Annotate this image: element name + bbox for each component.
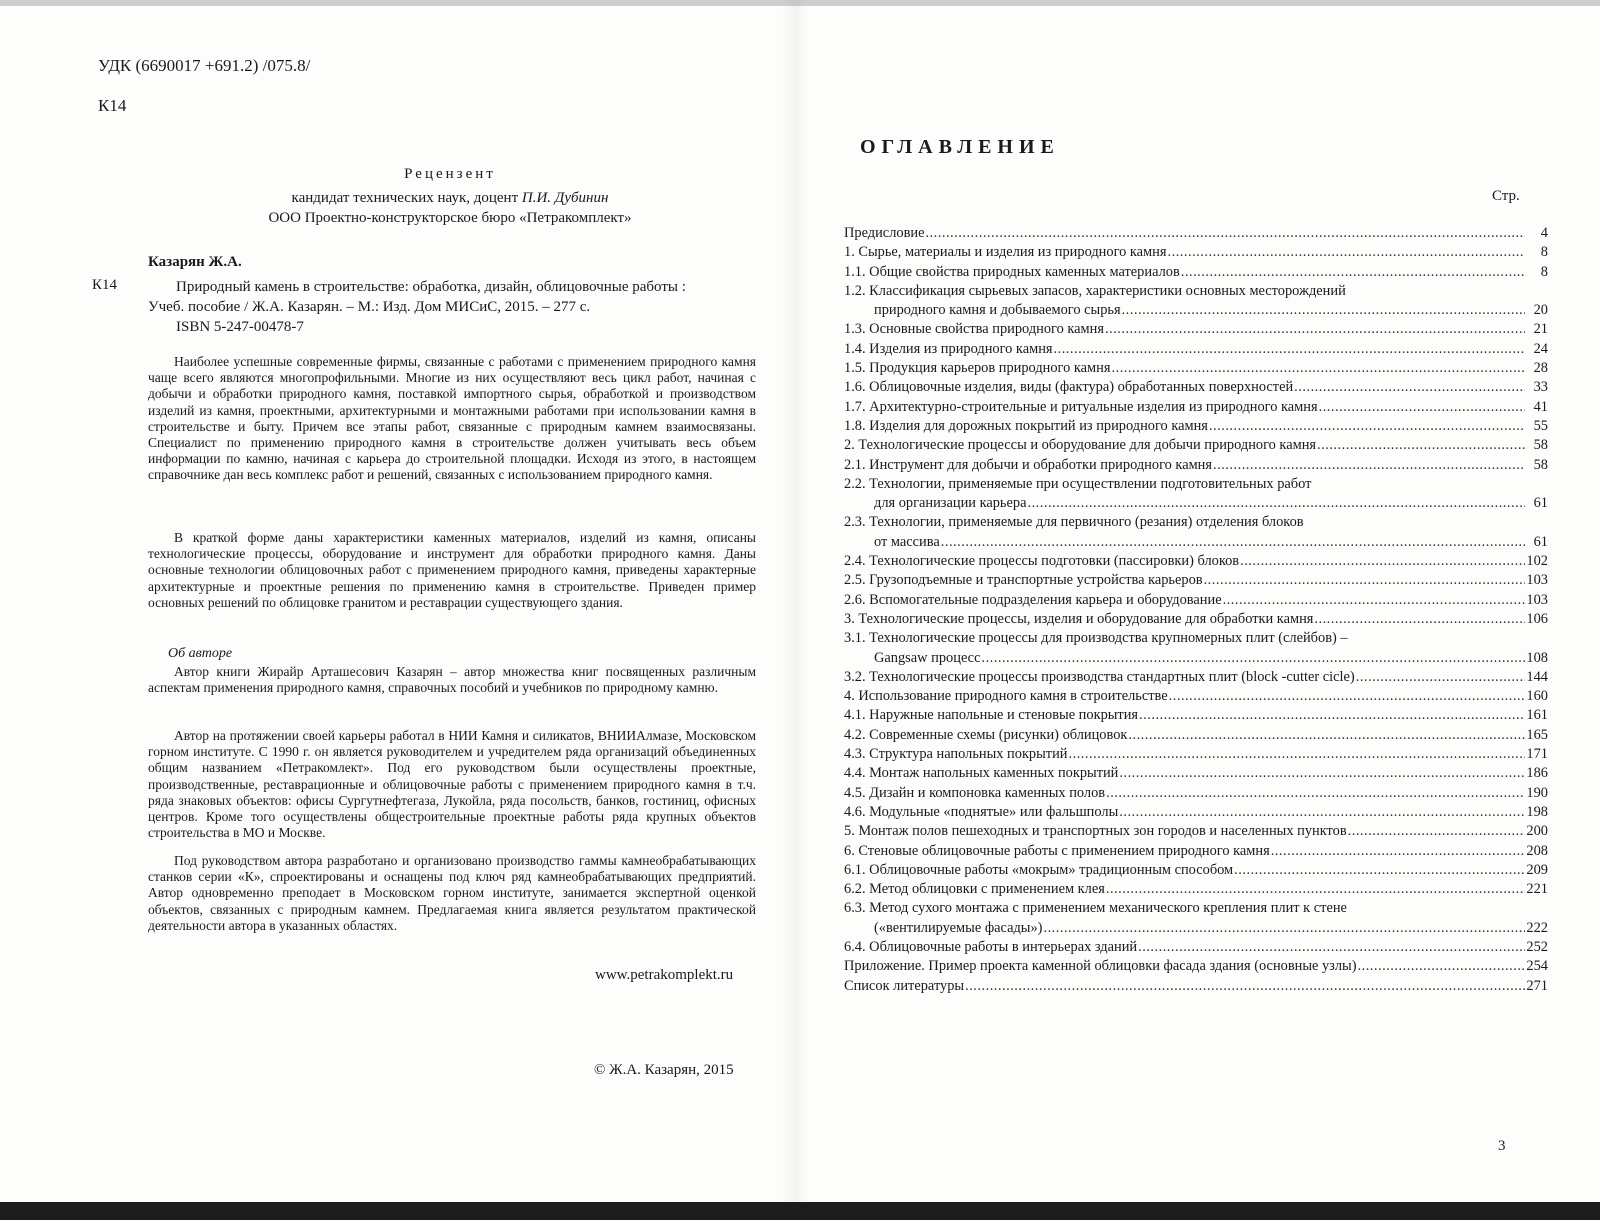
- toc-dot-leader: [1213, 456, 1525, 475]
- toc-dot-leader: [1271, 842, 1525, 861]
- toc-entry[interactable]: [844, 706, 1548, 725]
- reviewer-degree: кандидат технических наук, доцент: [291, 190, 522, 206]
- toc-entry-page: 200: [1526, 823, 1548, 840]
- about-author-heading: Об авторе: [168, 646, 233, 661]
- toc-entry-page: 24: [1533, 340, 1548, 357]
- toc-entry[interactable]: [844, 378, 1548, 397]
- toc-entry-page: 254: [1526, 958, 1548, 975]
- table-of-contents: [844, 224, 1548, 996]
- toc-dot-leader: [1106, 880, 1525, 899]
- about-paragraph-1: [148, 664, 756, 696]
- toc-entry[interactable]: [844, 571, 1548, 590]
- toc-entry-page: 61: [1533, 495, 1548, 512]
- toc-entry-page: 252: [1526, 938, 1548, 955]
- paragraph-text: Автор на протяжении своей карьеры работал в НИИ Камня и силикатов, ВНИИАлмазе, Московском горном институте. С 1990 г. он является руководителем и учредителем ряда организаций объединенных общим названием «Петракомлект». Под его руководством были осуществлены проектные, производственные, реставрационные и облицовочные работы с применением природного камня в т.ч. ряда знаковых объектов: офисы Сургутнефтегаза, Лукойла, ряда посольств, банков, гостиниц, офисных центров. Кроме того осуществлены общестроительные проектные работы ряда крупных объектов строительства в МО и Москве.: [148, 728, 756, 841]
- toc-entry-label: от массива: [874, 533, 940, 550]
- isbn: ISBN 5-247-00478-7: [176, 319, 304, 335]
- toc-entry-label: 6.4. Облицовочные работы в интерьерах зданий: [844, 938, 1138, 955]
- toc-entry-label: 5. Монтаж полов пешеходных и транспортных зон городов и населенных пунктов: [844, 823, 1347, 840]
- toc-entry[interactable]: [844, 456, 1548, 475]
- toc-entry[interactable]: [844, 398, 1548, 417]
- toc-entry-page: 41: [1533, 398, 1548, 415]
- toc-dot-leader: [981, 649, 1525, 668]
- toc-entry-label: 1.8. Изделия для дорожных покрытий из природного камня: [844, 417, 1208, 434]
- toc-entry-label: Предисловие: [844, 225, 925, 241]
- toc-dot-leader: [941, 533, 1525, 552]
- toc-entry-page: 28: [1533, 360, 1548, 377]
- toc-entry-page: 58: [1533, 456, 1548, 473]
- website-link[interactable]: www.petrakomplekt.ru: [595, 967, 734, 983]
- toc-entry-label: 3.1. Технологические процессы для производства крупномерных плит (слейбов) –: [844, 630, 1348, 647]
- publication-line: Учеб. пособие / Ж.А. Казарян. – М.: Изд. Дом МИСиС, 2015. – 277 с.: [148, 299, 591, 315]
- toc-dot-leader: [1054, 340, 1525, 359]
- toc-entry[interactable]: [844, 899, 1548, 938]
- book-title-line: Природный камень в строительстве: обработка, дизайн, облицовочные работы :: [176, 279, 686, 295]
- toc-dot-leader: [1209, 417, 1525, 436]
- toc-dot-leader: [1112, 359, 1526, 378]
- reviewer-credentials: [200, 190, 700, 207]
- toc-entry-label: для организации карьера: [874, 495, 1027, 512]
- toc-dot-leader: [1240, 552, 1525, 571]
- toc-entry-page: 106: [1526, 610, 1548, 627]
- toc-entry-page: 186: [1526, 765, 1548, 782]
- author-name: Казарян Ж.А.: [148, 254, 242, 270]
- library-code-mid: К14: [92, 277, 118, 293]
- annotation-paragraph-2: [148, 530, 756, 611]
- copyright-notice: © Ж.А. Казарян, 2015: [594, 1062, 734, 1078]
- toc-entry[interactable]: [844, 475, 1548, 514]
- toc-entry-label: Список литературы: [844, 977, 965, 994]
- toc-entry-label: 4.2. Современные схемы (рисунки) облицовок: [844, 726, 1128, 743]
- toc-entry-label: 4.5. Дизайн и компоновка каменных полов: [844, 784, 1106, 801]
- toc-entry[interactable]: [844, 610, 1548, 629]
- toc-dot-leader: [1294, 378, 1525, 397]
- toc-entry-label: 3.2. Технологические процессы производства стандартных плит (block -cutter cicle): [844, 668, 1355, 685]
- toc-dot-leader: [1204, 571, 1525, 590]
- toc-entry-page: 144: [1526, 668, 1548, 685]
- toc-dot-leader: [1069, 745, 1526, 764]
- toc-dot-leader: [1168, 243, 1526, 262]
- toc-page-column-label: Стр.: [1492, 188, 1520, 204]
- toc-entry-label: 2.1. Инструмент для добычи и обработки природного камня: [844, 456, 1213, 473]
- library-code-top: К14: [98, 96, 127, 115]
- toc-entry-label: 1.2. Классификация сырьевых запасов, характеристики основных месторождений: [844, 282, 1346, 299]
- paragraph-text: В краткой форме даны характеристики каменных материалов, изделий из камня, описаны технологические процессы, оборудование и инструмент для обработки природного камня. Даны основные технологии облицовочных работ с применением природного камня, приведены характерные архитектурные и проектные решения по применению камня в строительстве. Приведен пример основных решений по облицовке гранитом и реставрации существующего здания.: [148, 530, 756, 610]
- paragraph-text: Наиболее успешные современные фирмы, связанные с работами с применением природного камня чаще всего являются многопрофильными. Многие из них осуществляют весь цикл работ, начиная с добычи и обработки природного камня, поставкой импортного сырья, обработкой и производством изделий из камня, проектными, архитектурными и монтажными работами при использовании камня в строительстве и быту. Причем все этапы работ, связанные с природным камнем взаимосвязаны. Специалист по применению природного камня в строительстве должен учитывать весь объем информации по камню, начиная с карьера до строительной площадки. Исходя из этого, в настоящем справочнике дан весь комплекс работ и решений, связанных с использованием природного камня.: [148, 354, 756, 483]
- reviewer-heading: Рецензент: [404, 166, 496, 182]
- toc-entry[interactable]: [844, 957, 1548, 976]
- toc-dot-leader: [1169, 687, 1525, 706]
- toc-entry-page: 209: [1526, 861, 1548, 878]
- toc-dot-leader: [1105, 320, 1525, 339]
- toc-entry[interactable]: [844, 938, 1548, 957]
- toc-entry-label: 4.1. Наружные напольные и стеновые покрытия: [844, 707, 1139, 724]
- paragraph-text: Под руководством автора разработано и организовано производство гаммы камнеобрабатывающих станков серии «К», спроектированы и оснащены под ключ ряд камнеобрабатывающих предприятий. Автор одновременно преподает в Московском горном институте, занимается экспертной оценкой объектов, связанных с природным камнем. Предлагаемая книга является результатом практической деятельности автора в указанных областях.: [148, 853, 756, 933]
- left-page: [0, 0, 790, 1200]
- toc-dot-leader: [1128, 726, 1525, 745]
- toc-dot-leader: [1314, 610, 1525, 629]
- annotation-paragraph-1: [148, 354, 756, 484]
- page-number: 3: [1498, 1138, 1506, 1154]
- toc-dot-leader: [1139, 706, 1525, 725]
- toc-entry[interactable]: [844, 243, 1548, 262]
- toc-entry-page: 198: [1526, 803, 1548, 820]
- toc-entry-label: Приложение. Пример проекта каменной облицовки фасада здания (основные узлы): [844, 958, 1357, 975]
- about-paragraph-2: [148, 728, 756, 841]
- toc-entry[interactable]: [844, 282, 1548, 321]
- toc-entry[interactable]: [844, 552, 1548, 571]
- toc-entry-page: 20: [1533, 302, 1548, 319]
- toc-entry-label: 6. Стеновые облицовочные работы с применением природного камня: [844, 842, 1270, 859]
- toc-entry-page: 8: [1540, 244, 1548, 261]
- toc-entry[interactable]: [844, 726, 1548, 745]
- toc-dot-leader: [1043, 919, 1525, 938]
- toc-entry-page: 61: [1533, 533, 1548, 550]
- toc-entry-label: 3. Технологические процессы, изделия и оборудование для обработки камня: [844, 610, 1314, 627]
- toc-dot-leader: [1348, 822, 1525, 841]
- toc-dot-leader: [1181, 263, 1525, 282]
- toc-entry-label: 1.4. Изделия из природного камня: [844, 340, 1053, 357]
- toc-dot-leader: [1119, 764, 1525, 783]
- toc-entry[interactable]: [844, 880, 1548, 899]
- toc-entry[interactable]: [844, 591, 1548, 610]
- toc-entry-label: 2.6. Вспомогательные подразделения карьера и оборудование: [844, 591, 1222, 608]
- toc-entry-page: 161: [1526, 707, 1548, 724]
- toc-entry-label: 6.1. Облицовочные работы «мокрым» традиционным способом: [844, 861, 1234, 878]
- scan-edge-bottom: [0, 1202, 1600, 1220]
- toc-entry[interactable]: [844, 224, 1548, 243]
- toc-entry-page: 103: [1526, 572, 1548, 589]
- toc-entry-label: Gangsaw процесс: [874, 649, 981, 666]
- toc-dot-leader: [925, 224, 1525, 243]
- bibliographic-record: [148, 277, 748, 337]
- toc-entry[interactable]: [844, 417, 1548, 436]
- toc-entry-label: 1.7. Архитектурно-строительные и ритуальные изделия из природного камня: [844, 398, 1318, 415]
- toc-dot-leader: [1027, 494, 1525, 513]
- toc-entry-label: 1.3. Основные свойства природного камня: [844, 321, 1104, 338]
- toc-dot-leader: [1106, 784, 1525, 803]
- toc-entry-page: 271: [1526, 977, 1548, 994]
- toc-entry-label: 2.2. Технологии, применяемые при осуществлении подготовительных работ: [844, 475, 1312, 492]
- toc-entry[interactable]: [844, 340, 1548, 359]
- toc-entry[interactable]: [844, 359, 1548, 378]
- toc-dot-leader: [965, 977, 1525, 996]
- toc-entry-page: 58: [1533, 437, 1548, 454]
- toc-entry[interactable]: [844, 842, 1548, 861]
- toc-entry-page: 222: [1526, 919, 1548, 936]
- toc-dot-leader: [1138, 938, 1525, 957]
- toc-entry[interactable]: [844, 668, 1548, 687]
- toc-entry-label: 1. Сырье, материалы и изделия из природного камня: [844, 244, 1167, 261]
- toc-entry-label: 2.4. Технологические процессы подготовки (пассировки) блоков: [844, 553, 1240, 570]
- toc-entry[interactable]: [844, 861, 1548, 880]
- toc-entry[interactable]: [844, 320, 1548, 339]
- reviewer-organization: ООО Проектно-конструкторское бюро «Петракомплект»: [268, 210, 632, 226]
- toc-entry-page: 21: [1533, 321, 1548, 338]
- toc-entry-label: природного камня и добываемого сырья: [874, 302, 1121, 319]
- toc-entry-page: 33: [1533, 379, 1548, 396]
- toc-entry[interactable]: [844, 745, 1548, 764]
- toc-entry-page: 8: [1540, 263, 1548, 280]
- toc-entry[interactable]: [844, 822, 1548, 841]
- paragraph-text: Автор книги Жирайр Арташесович Казарян – автор множества книг посвященных различным аспектам применения природного камня, справочных пособий и учебников по природному камню.: [148, 664, 756, 696]
- toc-entry[interactable]: [844, 764, 1548, 783]
- toc-entry-page: 208: [1526, 842, 1548, 859]
- toc-entry-page: 103: [1526, 591, 1548, 608]
- toc-dot-leader: [1119, 803, 1525, 822]
- right-page: [810, 0, 1600, 1200]
- toc-entry[interactable]: [844, 436, 1548, 455]
- toc-entry[interactable]: [844, 263, 1548, 282]
- toc-entry-label: 2. Технологические процессы и оборудование для добычи природного камня: [844, 437, 1317, 454]
- toc-entry-label: 4.6. Модульные «поднятые» или фальшполы: [844, 803, 1119, 820]
- udk-code: УДК (6690017 +691.2) /075.8/: [98, 56, 311, 75]
- toc-entry[interactable]: [844, 803, 1548, 822]
- toc-dot-leader: [1234, 861, 1525, 880]
- toc-entry-page: 108: [1526, 649, 1548, 666]
- toc-entry[interactable]: [844, 977, 1548, 996]
- toc-entry[interactable]: [844, 687, 1548, 706]
- toc-entry-page: 171: [1526, 746, 1548, 763]
- toc-entry-label: («вентилируемые фасады»): [874, 919, 1043, 936]
- toc-entry-page: 190: [1526, 784, 1548, 801]
- about-paragraph-3: [148, 853, 756, 934]
- toc-entry-page: 4: [1540, 225, 1548, 241]
- toc-entry-label: 1.5. Продукция карьеров природного камня: [844, 360, 1111, 377]
- toc-entry-label: 4.4. Монтаж напольных каменных покрытий: [844, 765, 1119, 782]
- toc-title: ОГЛАВЛЕНИЕ: [860, 136, 1060, 158]
- toc-entry-label: 1.6. Облицовочные изделия, виды (фактура) обработанных поверхностей: [844, 379, 1294, 396]
- toc-dot-leader: [1356, 668, 1525, 687]
- toc-entry-page: 55: [1533, 417, 1548, 434]
- toc-entry-label: 6.3. Метод сухого монтажа с применением механического крепления плит к стене: [844, 900, 1347, 917]
- toc-dot-leader: [1223, 591, 1525, 610]
- toc-entry-label: 6.2. Метод облицовки с применением клея: [844, 881, 1105, 898]
- toc-entry-label: 4. Использование природного камня в строительстве: [844, 688, 1168, 705]
- toc-entry-label: 2.3. Технологии, применяемые для первичного (резания) отделения блоков: [844, 514, 1304, 531]
- toc-entry-page: 160: [1526, 688, 1548, 705]
- toc-entry[interactable]: [844, 629, 1548, 668]
- toc-entry[interactable]: [844, 513, 1548, 552]
- toc-entry-page: 102: [1526, 553, 1548, 570]
- toc-entry-label: 1.1. Общие свойства природных каменных материалов: [844, 263, 1180, 280]
- toc-dot-leader: [1317, 436, 1525, 455]
- toc-dot-leader: [1122, 301, 1525, 320]
- toc-entry-label: 2.5. Грузоподъемные и транспортные устройства карьеров: [844, 572, 1203, 589]
- toc-entry-page: 165: [1526, 726, 1548, 743]
- toc-entry-label: 4.3. Структура напольных покрытий: [844, 746, 1068, 763]
- toc-dot-leader: [1319, 398, 1525, 417]
- toc-dot-leader: [1358, 957, 1525, 976]
- toc-entry-page: 221: [1526, 881, 1548, 898]
- toc-entry[interactable]: [844, 784, 1548, 803]
- reviewer-name: П.И. Дубинин: [521, 190, 609, 206]
